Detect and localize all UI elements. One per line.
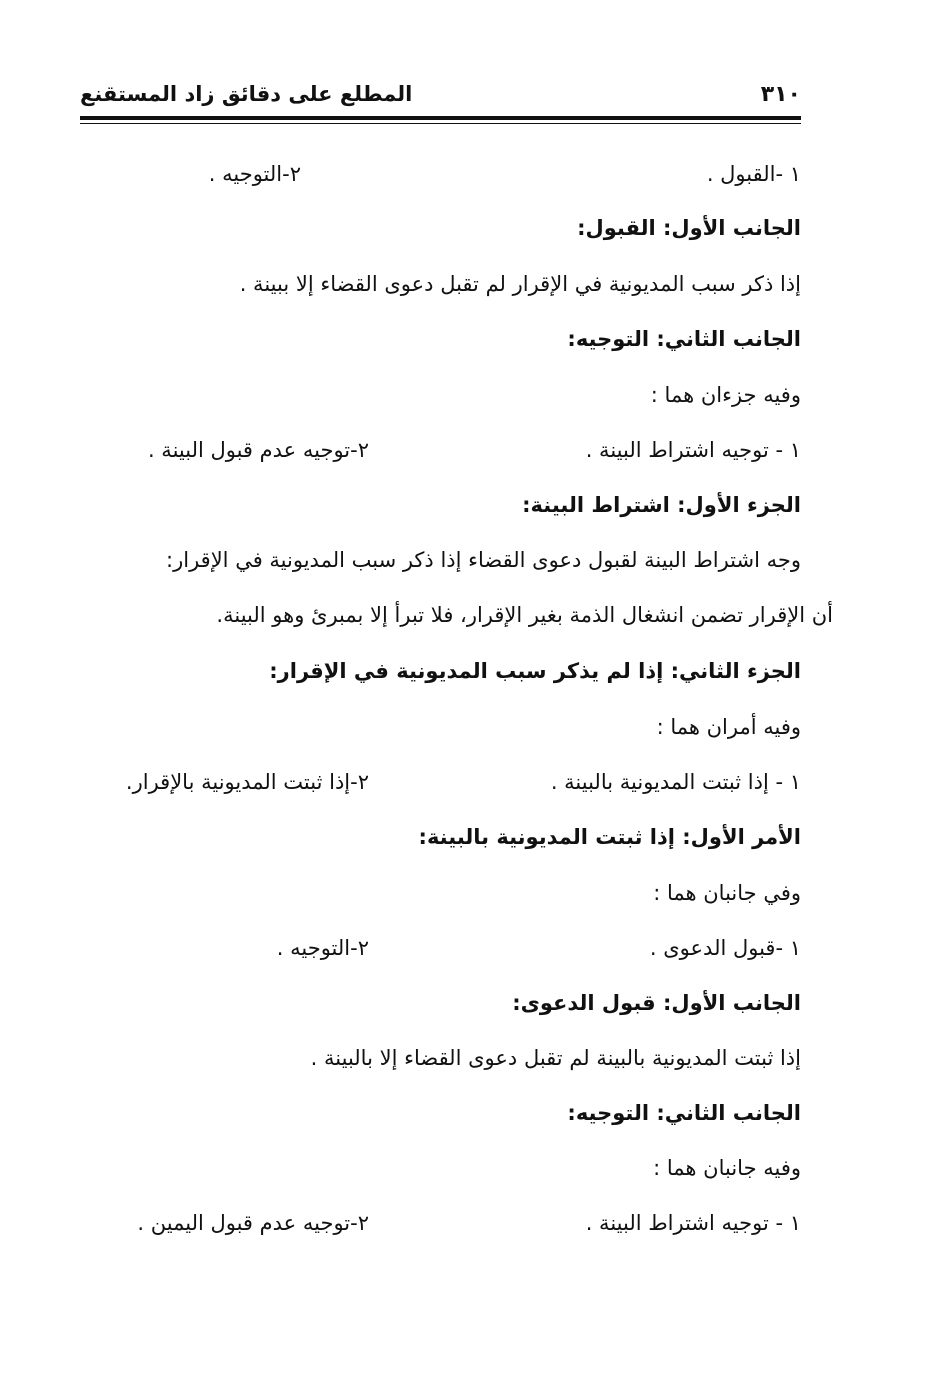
paragraph: وفيه أمران هما : — [656, 715, 801, 739]
running-title: المطلع على دقائق زاد المستقنع — [80, 82, 413, 106]
section-heading: الجانب الأول: قبول الدعوى: — [512, 991, 801, 1015]
section-heading: الجانب الأول: القبول: — [577, 216, 801, 240]
list-item-1: ١ -القبول . — [706, 162, 801, 186]
paragraph: وفي جانبان هما : — [653, 881, 801, 905]
list-item-1: ١ -قبول الدعوى . — [649, 936, 801, 960]
paragraph: وجه اشتراط البينة لقبول دعوى القضاء إذا ذكر سبب المديونية في الإقرار: — [166, 548, 801, 572]
list-item-1: ١ - توجيه اشتراط البينة . — [585, 438, 801, 462]
section-heading: الجزء الأول: اشتراط البينة: — [522, 493, 801, 517]
paragraph: إذا ذكر سبب المديونية في الإقرار لم تقبل دعوى القضاء إلا ببينة . — [239, 272, 801, 296]
section-heading: الجانب الثاني: التوجيه: — [567, 1101, 801, 1125]
paragraph: إذا ثبتت المديونية بالبينة لم تقبل دعوى القضاء إلا بالبينة . — [310, 1046, 801, 1070]
section-heading: الجزء الثاني: إذا لم يذكر سبب المديونية في الإقرار: — [269, 659, 801, 683]
page-number: ٣١٠ — [760, 82, 801, 107]
list-item-2: ٢-التوجيه . — [208, 162, 301, 186]
list-item-2: ٢-توجيه عدم قبول البينة . — [147, 438, 369, 462]
section-heading: الجانب الثاني: التوجيه: — [567, 327, 801, 351]
list-item-2: ٢-التوجيه . — [276, 936, 369, 960]
paragraph: وفيه جانبان هما : — [653, 1156, 801, 1180]
list-item-2: ٢-توجيه عدم قبول اليمين . — [137, 1211, 369, 1235]
list-item-1: ١ - إذا ثبتت المديونية بالبينة . — [550, 770, 801, 794]
page-header — [80, 78, 801, 118]
list-item-1: ١ - توجيه اشتراط البينة . — [585, 1211, 801, 1235]
header-rule-thin — [80, 123, 801, 124]
paragraph: أن الإقرار تضمن انشغال الذمة بغير الإقرار، فلا تبرأ إلا بمبرئ وهو البينة. — [216, 603, 833, 627]
paragraph: وفيه جزءان هما : — [650, 383, 801, 407]
list-item-2: ٢-إذا ثبتت المديونية بالإقرار. — [125, 770, 369, 794]
section-heading: الأمر الأول: إذا ثبتت المديونية بالبينة: — [418, 825, 801, 849]
header-rule-thick — [80, 116, 801, 120]
